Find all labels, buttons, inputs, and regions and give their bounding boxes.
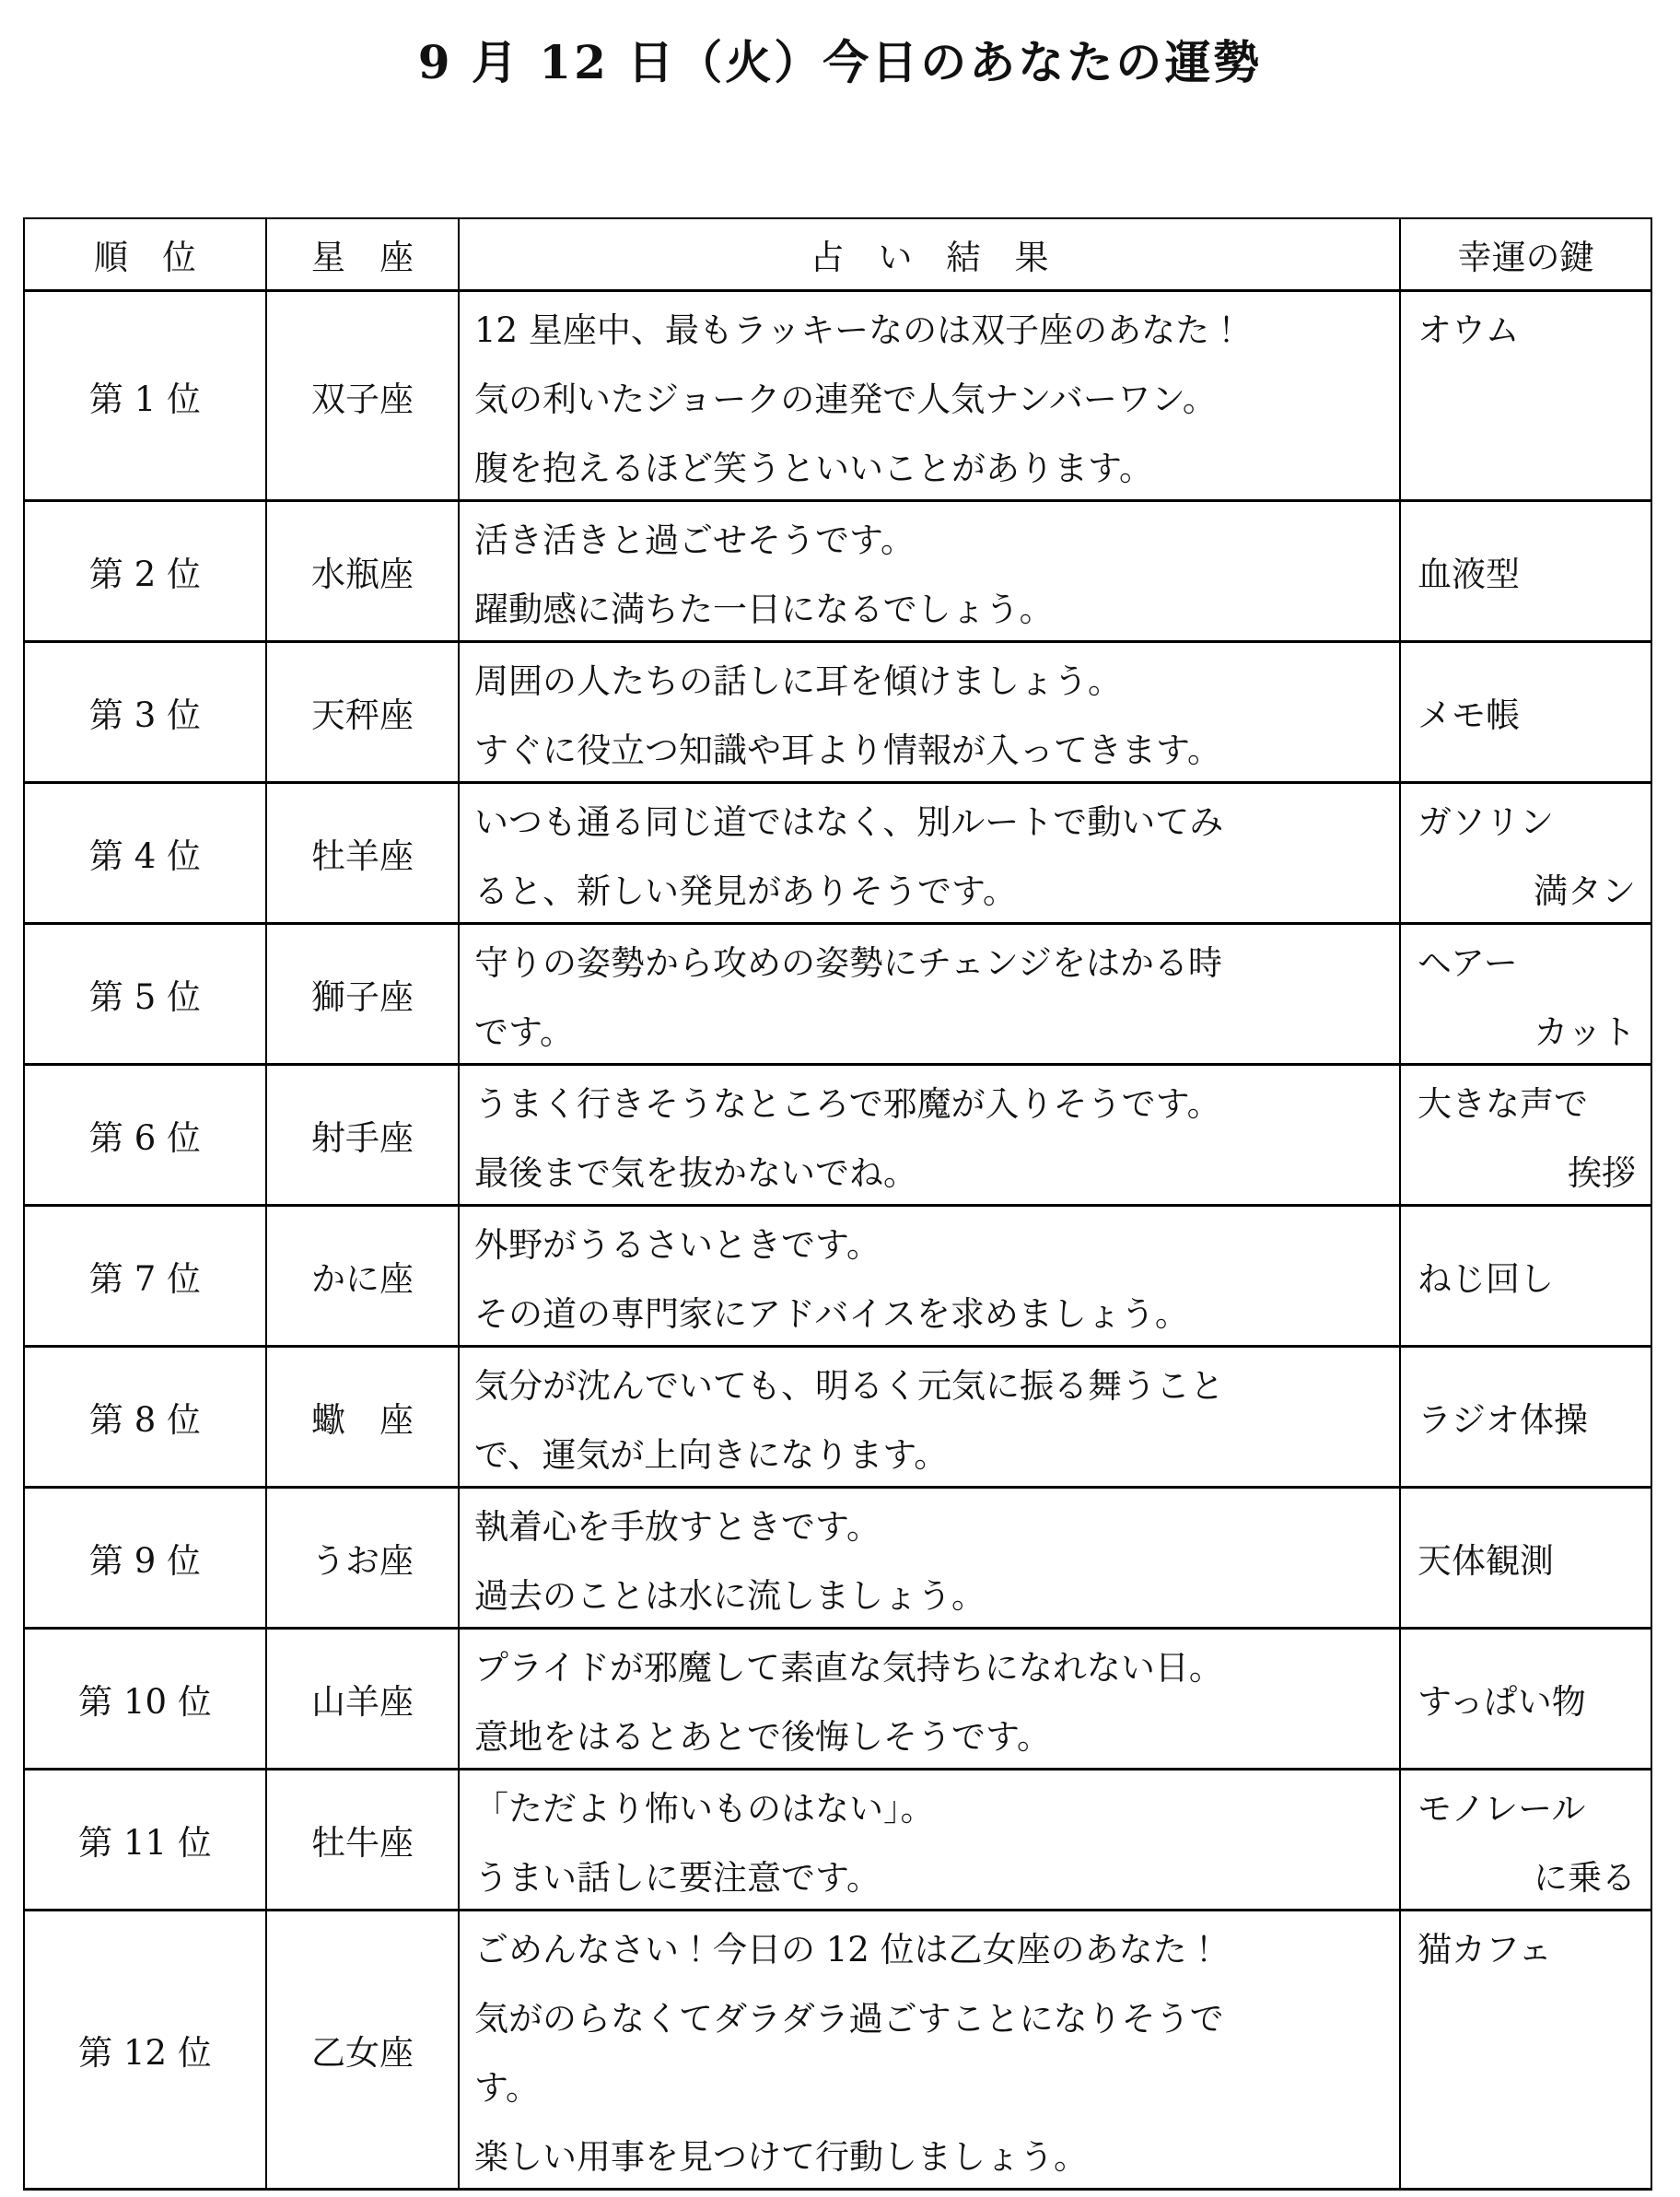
result-line: 楽しい用事を見つけて行動しましょう。 xyxy=(474,2136,1088,2177)
rank-cell: 第 8 位 xyxy=(24,1347,266,1488)
fortune-table xyxy=(23,217,1652,2191)
result-line: で、運気が上向きになります。 xyxy=(474,1434,949,1475)
lucky-key-line: メモ帳 xyxy=(1418,695,1520,735)
lucky-key-line: すっぱい物 xyxy=(1418,1682,1586,1722)
sign-cell: 山羊座 xyxy=(266,1629,459,1770)
table-row xyxy=(24,1065,1651,1206)
result-line: うまく行きそうなところで邪魔が入りそうです。 xyxy=(474,1083,1221,1124)
fortune-table-body xyxy=(24,291,1651,2190)
lucky-key-cell xyxy=(1400,501,1651,642)
result-line: 気の利いたジョークの連発で人気ナンバーワン。 xyxy=(474,379,1217,419)
result-cell xyxy=(459,1911,1400,2190)
result-cell xyxy=(459,1347,1400,1488)
sign-cell: かに座 xyxy=(266,1206,459,1347)
result-cell xyxy=(459,1065,1400,1206)
table-row xyxy=(24,1770,1651,1911)
table-row xyxy=(24,783,1651,924)
sign-cell: 乙女座 xyxy=(266,1911,459,2190)
result-line: 腹を抱えるほど笑うといいことがあります。 xyxy=(474,448,1154,488)
table-row xyxy=(24,1347,1651,1488)
result-line: です。 xyxy=(474,1011,575,1052)
result-cell xyxy=(459,924,1400,1065)
header-result: 占 い 結 果 xyxy=(459,218,1400,291)
result-line: すぐに役立つ知識や耳より情報が入ってきます。 xyxy=(474,730,1222,770)
result-cell xyxy=(459,1206,1400,1347)
lucky-key-cell xyxy=(1400,1488,1651,1629)
result-line: 意地をはるとあとで後悔しそうです。 xyxy=(474,1716,1052,1757)
rank-cell: 第 6 位 xyxy=(24,1065,266,1206)
result-cell xyxy=(459,642,1400,783)
lucky-key-cell xyxy=(1400,924,1651,1065)
result-line: 活き活きと過ごせそうです。 xyxy=(474,520,916,560)
table-row xyxy=(24,642,1651,783)
table-row xyxy=(24,1206,1651,1347)
lucky-key-cell xyxy=(1400,1065,1651,1206)
rank-cell: 第 5 位 xyxy=(24,924,266,1065)
lucky-key-line: カット xyxy=(1534,1011,1636,1052)
result-line: ると、新しい発見がありそうです。 xyxy=(474,871,1018,911)
rank-cell: 第 3 位 xyxy=(24,642,266,783)
header-row xyxy=(24,218,1651,291)
lucky-key-cell xyxy=(1400,291,1651,501)
sign-cell: 水瓶座 xyxy=(266,501,459,642)
result-line: 周囲の人たちの話しに耳を傾けましょう。 xyxy=(474,660,1122,701)
rank-cell: 第 10 位 xyxy=(24,1629,266,1770)
result-line: プライドが邪魔して素直な気持ちになれない日。 xyxy=(474,1647,1223,1688)
result-line: 躍動感に満ちた一日になるでしょう。 xyxy=(474,589,1054,629)
lucky-key-line: 挨拶 xyxy=(1568,1152,1636,1193)
result-line: 気がのらなくてダラダラ過ごすことになりそうで xyxy=(474,1998,1224,2039)
table-row xyxy=(24,924,1651,1065)
lucky-key-line: ガソリン xyxy=(1418,801,1554,842)
rank-cell: 第 11 位 xyxy=(24,1770,266,1911)
header-lucky-key: 幸運の鍵 xyxy=(1400,218,1651,291)
lucky-key-cell xyxy=(1400,783,1651,924)
table-row xyxy=(24,291,1651,501)
lucky-key-line: 血液型 xyxy=(1418,555,1520,594)
result-cell xyxy=(459,501,1400,642)
result-line: 12 星座中、最もラッキーなのは双子座のあなた！ xyxy=(474,310,1244,350)
lucky-key-line: ラジオ体操 xyxy=(1418,1400,1588,1440)
rank-cell: 第 7 位 xyxy=(24,1206,266,1347)
result-line: うまい話しに要注意です。 xyxy=(474,1857,881,1898)
result-line: ごめんなさい！今日の 12 位は乙女座のあなた！ xyxy=(474,1929,1221,1969)
table-row xyxy=(24,1488,1651,1629)
sign-cell: 射手座 xyxy=(266,1065,459,1206)
result-cell xyxy=(459,1488,1400,1629)
lucky-key-line: 猫カフェ xyxy=(1418,1929,1553,1969)
lucky-key-line: 天体観測 xyxy=(1418,1541,1554,1581)
lucky-key-line: 大きな声で xyxy=(1418,1083,1588,1124)
lucky-key-cell xyxy=(1400,1770,1651,1911)
result-line: 外野がうるさいときです。 xyxy=(474,1224,881,1265)
lucky-key-cell xyxy=(1400,1629,1651,1770)
table-row xyxy=(24,1911,1651,2190)
rank-cell: 第 9 位 xyxy=(24,1488,266,1629)
header-rank: 順 位 xyxy=(24,218,266,291)
sign-cell: 牡羊座 xyxy=(266,783,459,924)
lucky-key-line: オウム xyxy=(1418,310,1520,350)
result-line: 「ただより怖いものはない」。 xyxy=(474,1788,935,1829)
result-cell xyxy=(459,1770,1400,1911)
result-line: 最後まで気を抜かないでね。 xyxy=(474,1152,917,1193)
sign-cell: うお座 xyxy=(266,1488,459,1629)
lucky-key-cell xyxy=(1400,1347,1651,1488)
lucky-key-line: ねじ回し xyxy=(1418,1259,1554,1299)
result-line: いつも通る同じ道ではなく、別ルートで動いてみ xyxy=(474,801,1224,842)
sign-cell: 獅子座 xyxy=(266,924,459,1065)
table-row xyxy=(24,501,1651,642)
result-line: す。 xyxy=(474,2067,541,2108)
lucky-key-line: 満タン xyxy=(1534,871,1636,911)
sign-cell: 牡牛座 xyxy=(266,1770,459,1911)
rank-cell: 第 4 位 xyxy=(24,783,266,924)
sign-cell: 蠍 座 xyxy=(266,1347,459,1488)
result-line: 気分が沈んでいても、明るく元気に振る舞うこと xyxy=(474,1365,1224,1406)
sign-cell: 双子座 xyxy=(266,291,459,501)
result-line: その道の専門家にアドバイスを求めましょう。 xyxy=(474,1293,1189,1334)
result-cell xyxy=(459,1629,1400,1770)
sign-cell: 天秤座 xyxy=(266,642,459,783)
rank-cell: 第 1 位 xyxy=(24,291,266,501)
result-cell xyxy=(459,291,1400,501)
result-line: 守りの姿勢から攻めの姿勢にチェンジをはかる時 xyxy=(474,942,1222,983)
rank-cell: 第 12 位 xyxy=(24,1911,266,2190)
rank-cell: 第 2 位 xyxy=(24,501,266,642)
header-sign: 星 座 xyxy=(266,218,459,291)
table-row xyxy=(24,1629,1651,1770)
lucky-key-cell xyxy=(1400,1206,1651,1347)
result-line: 過去のことは水に流しましょう。 xyxy=(474,1575,986,1616)
page-title: 9 月 12 日（火）今日のあなたの運勢 xyxy=(417,35,1263,89)
result-line: 執着心を手放すときです。 xyxy=(474,1506,881,1547)
lucky-key-line: モノレール xyxy=(1418,1788,1586,1829)
lucky-key-line: に乗る xyxy=(1534,1857,1636,1898)
lucky-key-cell xyxy=(1400,1911,1651,2190)
lucky-key-cell xyxy=(1400,642,1651,783)
lucky-key-line: ヘアー xyxy=(1418,942,1518,983)
result-cell xyxy=(459,783,1400,924)
